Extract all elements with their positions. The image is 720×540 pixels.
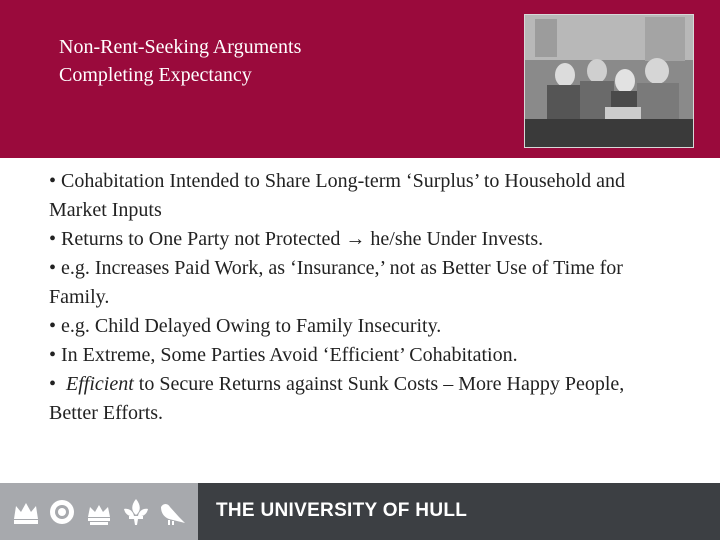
bullet-item: • In Extreme, Some Parties Avoid ‘Efficient’ Cohabitation. [49, 344, 518, 366]
bullet-item: • e.g. Increases Paid Work, as ‘Insurance,’ not as Better Use of Time for Family. [49, 257, 623, 308]
slide-title-line-1: Non-Rent-Seeking Arguments [59, 36, 302, 58]
header-photo [524, 14, 694, 148]
bullet-item: • Returns to One Party not Protected → he/she Under Invests. [49, 228, 544, 250]
slide-title-line-2: Completing Expectancy [59, 64, 252, 86]
university-band [198, 483, 720, 540]
slide-title [59, 33, 301, 89]
photo-image [525, 15, 694, 148]
slide-header [0, 0, 720, 158]
bullet-item: • Cohabitation Intended to Share Long-term ‘Surplus’ to Household and Market Inputs [49, 170, 625, 221]
university-name: THE UNIVERSITY OF HULL [216, 500, 468, 521]
bullet-item [49, 370, 664, 428]
bullet-rest: to Secure Returns against Sunk Costs – More Happy People, Better Efforts. [49, 373, 625, 424]
bullet-list [49, 167, 664, 428]
bullet-item: • e.g. Child Delayed Owing to Family Insecurity. [49, 315, 442, 337]
crest-strip [0, 483, 198, 540]
bullet-prefix: • [49, 373, 67, 395]
rose-icon [47, 497, 77, 527]
footer [0, 483, 720, 540]
bullet-emphasis: Efficient [66, 373, 134, 395]
bird-icon [157, 497, 187, 527]
crown-icon [84, 497, 114, 527]
crown-icon [11, 497, 41, 527]
fleur-de-lis-icon [121, 497, 151, 527]
